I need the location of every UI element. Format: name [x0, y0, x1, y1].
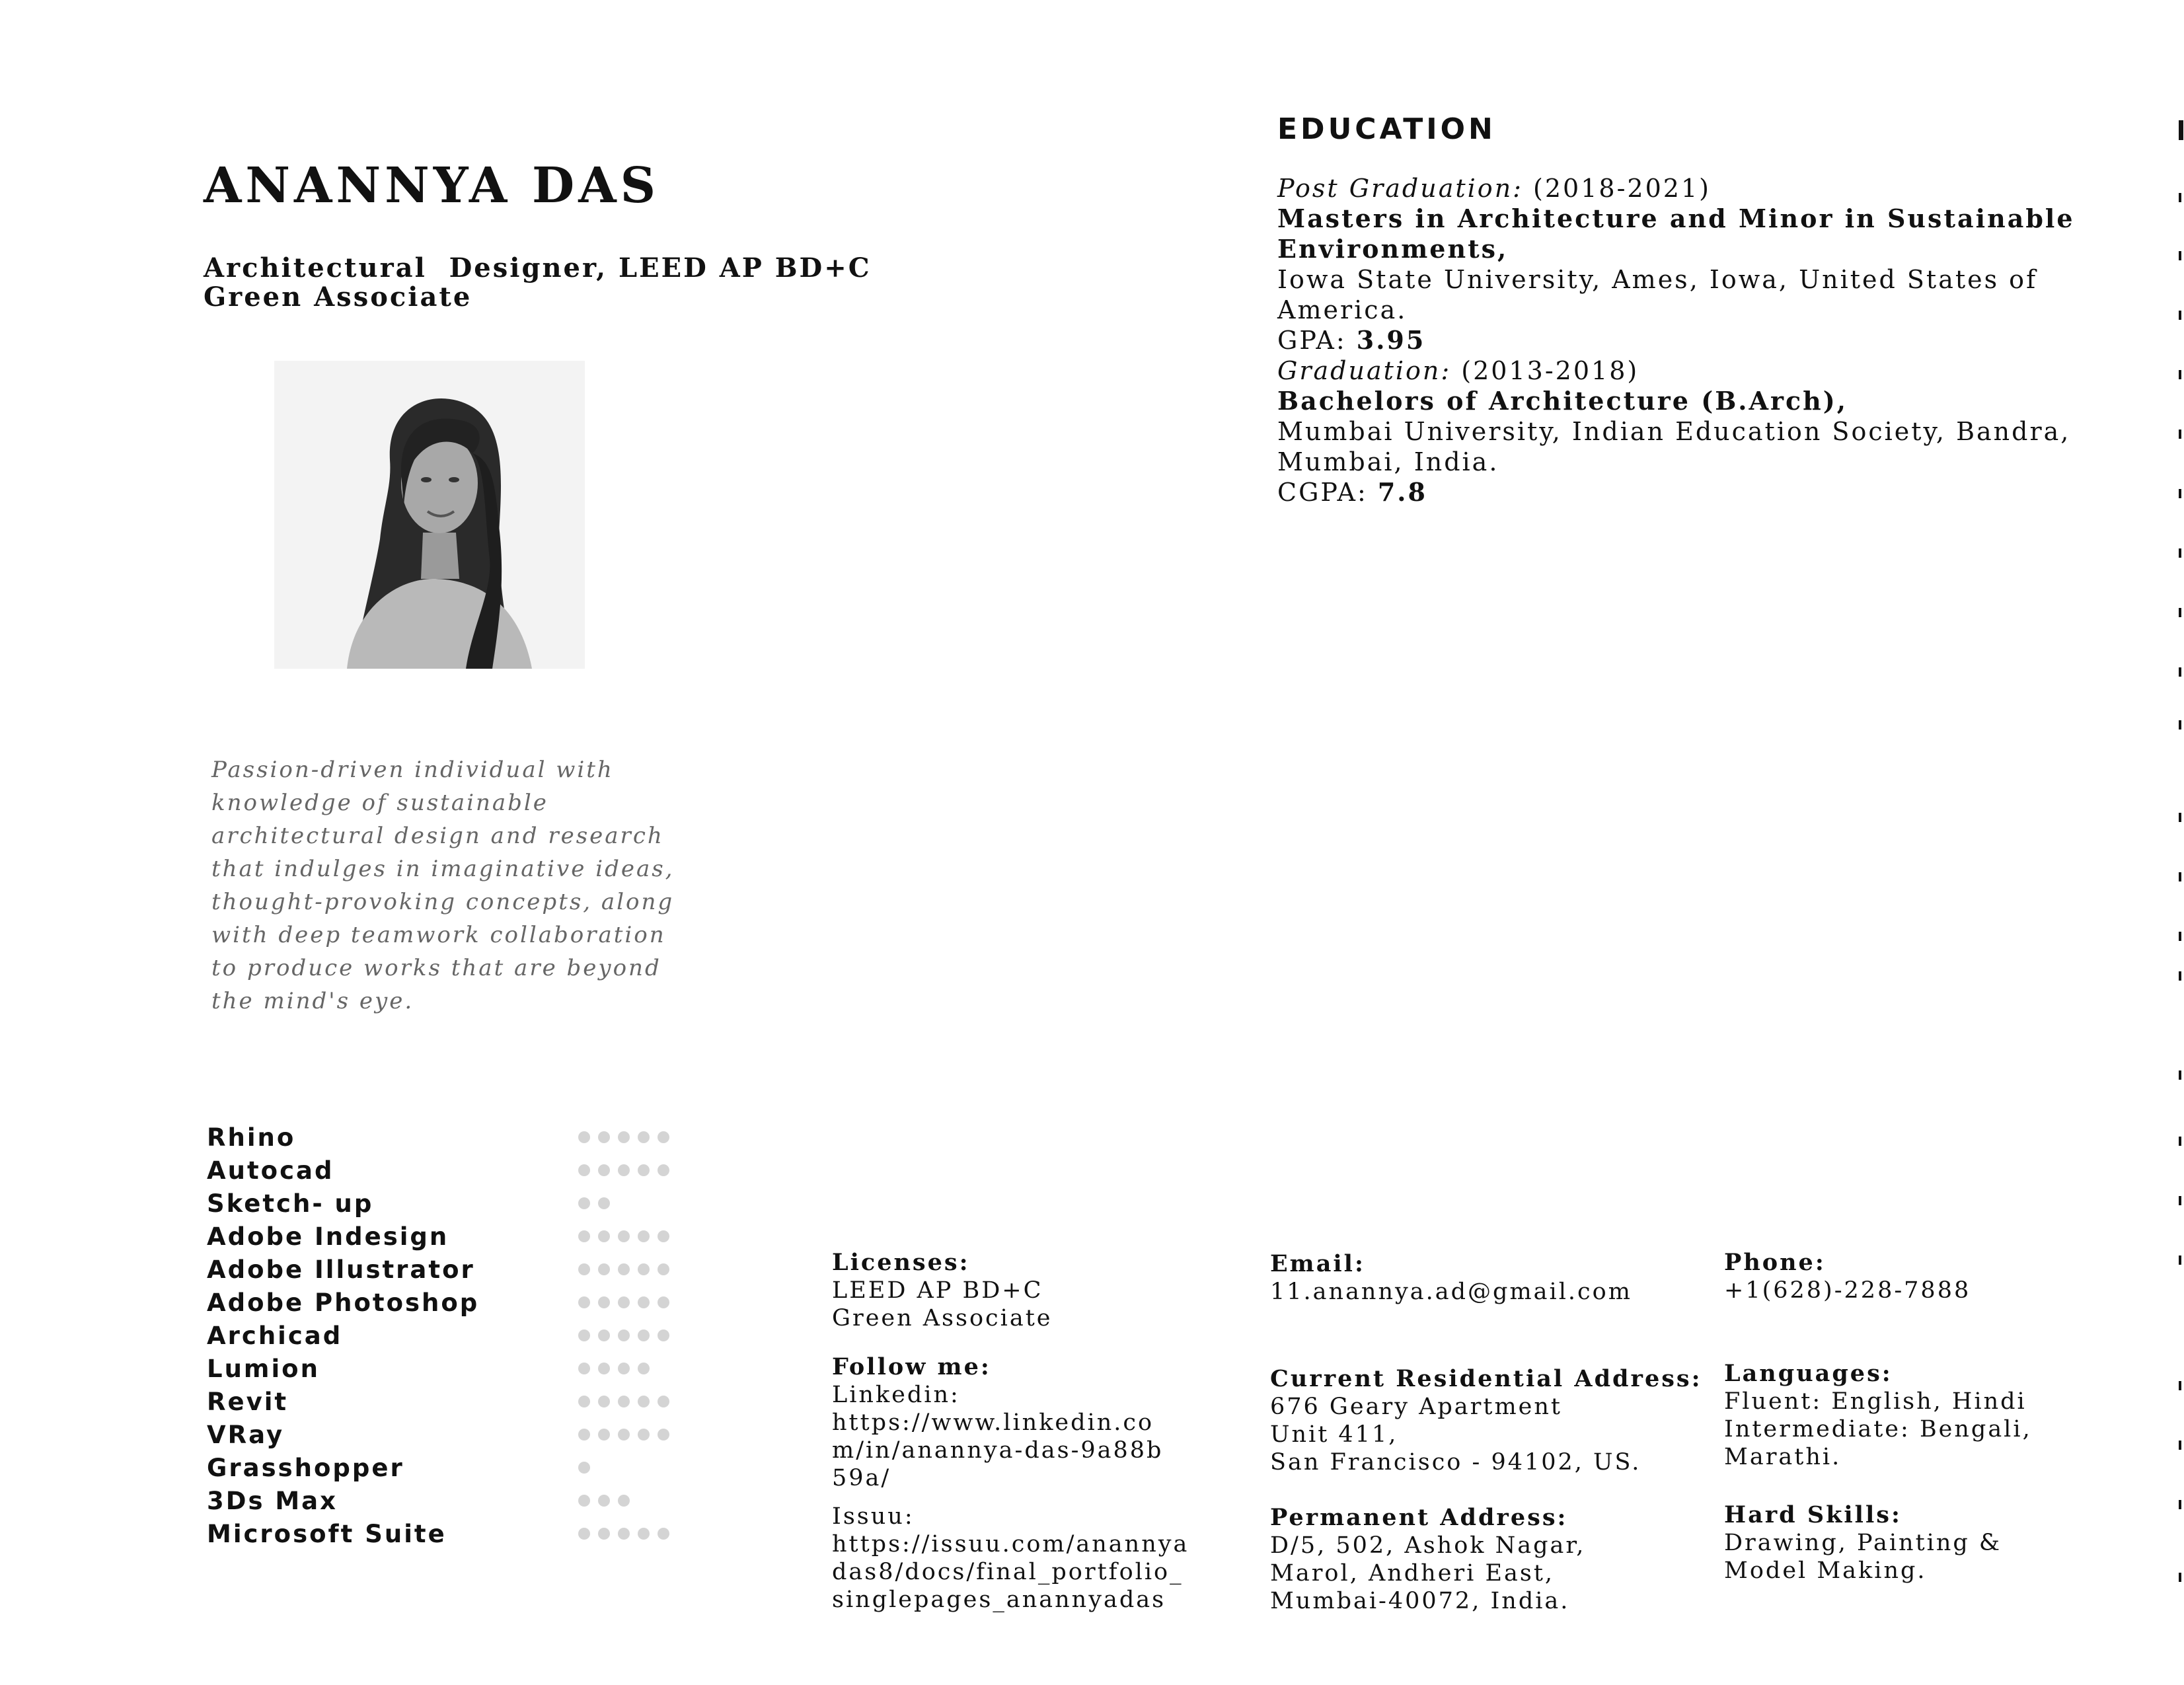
rating-dot	[578, 1429, 590, 1441]
skill-rating	[578, 1197, 618, 1212]
rating-dot	[638, 1230, 650, 1242]
skill-name: Rhino	[207, 1123, 296, 1152]
rating-dot	[598, 1429, 610, 1441]
rating-dot	[638, 1263, 650, 1275]
graduation-label: Graduation:	[1277, 356, 1452, 385]
linkedin-link[interactable]	[832, 1409, 1189, 1492]
cropped-edge-text	[2178, 0, 2184, 1685]
edge-glyph	[2179, 1381, 2181, 1390]
current-address-heading: Current Residential Address:	[1270, 1365, 1702, 1392]
edge-glyph	[2179, 813, 2181, 822]
linkedin-label: Linkedin:	[832, 1382, 960, 1408]
skill-row	[207, 1386, 696, 1419]
permanent-address-line-2: Marol, Andheri East,	[1270, 1560, 1555, 1587]
portrait-photo	[274, 361, 585, 669]
grad-school-line-2: Mumbai, India.	[1277, 447, 1499, 476]
post-gpa-label: GPA:	[1277, 326, 1357, 355]
rating-dot	[658, 1263, 669, 1275]
skill-name: Adobe Photoshop	[207, 1289, 480, 1317]
rating-dot	[598, 1296, 610, 1308]
skill-row	[207, 1188, 696, 1221]
grad-cgpa-label: CGPA:	[1277, 478, 1378, 507]
rating-dot	[598, 1263, 610, 1275]
rating-dot	[598, 1131, 610, 1143]
skill-name: Lumion	[207, 1355, 320, 1383]
rating-dot	[598, 1528, 610, 1540]
skill-rating	[578, 1230, 677, 1245]
edge-glyph	[2179, 193, 2181, 202]
grad-cgpa	[1277, 477, 2084, 507]
rating-dot	[598, 1197, 610, 1209]
skill-name: VRay	[207, 1421, 285, 1449]
skill-row	[207, 1155, 696, 1188]
rating-dot	[578, 1197, 590, 1209]
rating-dot	[598, 1363, 610, 1374]
rating-dot	[618, 1528, 630, 1540]
edge-glyph	[2179, 311, 2181, 320]
grad-cgpa-value: 7.8	[1377, 477, 1427, 507]
skill-row	[207, 1485, 696, 1518]
skill-name: Grasshopper	[207, 1454, 404, 1482]
bio-paragraph: Passion-driven individual with knowledge of sustainable architectural design and research that indulges in imaginative ideas, thought-provoking concepts, along with deep teamwork collaboration to produce works that are beyond the mind's eye.	[211, 757, 675, 1014]
rating-dot	[598, 1396, 610, 1407]
rating-dot	[618, 1164, 630, 1176]
rating-dot	[658, 1429, 669, 1441]
rating-dot	[578, 1263, 590, 1275]
skill-row	[207, 1221, 696, 1254]
email-block	[1270, 1250, 1632, 1306]
skill-name: Revit	[207, 1388, 289, 1416]
hard-skills-line-2: Model Making.	[1724, 1557, 1927, 1584]
email-value[interactable]: 11.anannya.ad@gmail.com	[1270, 1279, 1632, 1305]
skills-list	[207, 1122, 696, 1552]
languages-line-3: Marathi.	[1724, 1444, 1842, 1470]
rating-dot	[658, 1528, 669, 1540]
follow-heading: Follow me:	[832, 1353, 991, 1380]
follow-block	[832, 1353, 1189, 1614]
rating-dot	[618, 1296, 630, 1308]
rating-dot	[658, 1131, 669, 1143]
email-heading: Email:	[1270, 1250, 1365, 1277]
issuu-url-line-2[interactable]: das8/docs/final_portfolio_	[832, 1559, 1184, 1585]
rating-dot	[618, 1329, 630, 1341]
skill-rating	[578, 1429, 677, 1443]
rating-dot	[578, 1363, 590, 1374]
skill-name: Sketch- up	[207, 1189, 374, 1218]
skill-row	[207, 1452, 696, 1485]
edge-glyph	[2179, 667, 2181, 677]
rating-dot	[638, 1131, 650, 1143]
post-graduation-years: (2018-2021)	[1523, 174, 1711, 203]
languages-heading: Languages:	[1724, 1360, 1893, 1387]
post-gpa-value: 3.95	[1356, 325, 1426, 355]
edge-glyph	[2179, 370, 2181, 379]
edge-glyph	[2179, 1573, 2181, 1582]
edge-glyph	[2179, 1255, 2181, 1265]
rating-dot	[638, 1528, 650, 1540]
edge-glyph	[2179, 932, 2181, 941]
rating-dot	[578, 1495, 590, 1507]
license-line-2: Green Associate	[832, 1305, 1053, 1331]
rating-dot	[598, 1495, 610, 1507]
edge-glyph	[2179, 608, 2181, 617]
education-section	[1277, 173, 2084, 507]
skill-rating	[578, 1296, 677, 1311]
edge-glyph	[2179, 1070, 2181, 1080]
hard-skills-block	[1724, 1501, 2002, 1585]
rating-dot	[618, 1495, 630, 1507]
rating-dot	[578, 1164, 590, 1176]
rating-dot	[658, 1396, 669, 1407]
languages-line-2: Intermediate: Bengali,	[1724, 1416, 2032, 1442]
rating-dot	[658, 1164, 669, 1176]
skill-rating	[578, 1131, 677, 1146]
skill-row	[207, 1122, 696, 1155]
rating-dot	[638, 1296, 650, 1308]
skill-name: Adobe Indesign	[207, 1222, 449, 1251]
licenses-heading: Licenses:	[832, 1249, 970, 1276]
post-school-line-1: Iowa State University, Ames, Iowa, United States of	[1277, 265, 2038, 294]
hard-skills-heading: Hard Skills:	[1724, 1501, 1902, 1528]
languages-block	[1724, 1360, 2032, 1471]
education-heading: EDUCATION	[1277, 112, 1496, 146]
rating-dot	[598, 1230, 610, 1242]
skill-row	[207, 1353, 696, 1386]
post-degree-line-1: Masters in Architecture and Minor in Sustainable	[1277, 204, 2075, 233]
skill-row	[207, 1254, 696, 1287]
skill-rating	[578, 1528, 677, 1542]
issuu-label: Issuu:	[832, 1503, 915, 1530]
edge-glyph	[2179, 120, 2183, 140]
edge-glyph	[2179, 430, 2181, 439]
edge-glyph	[2179, 1500, 2181, 1509]
skill-name: Adobe Illustrator	[207, 1255, 475, 1284]
license-line-1: LEED AP BD+C	[832, 1277, 1043, 1304]
permanent-address-line-1: D/5, 502, Ashok Nagar,	[1270, 1532, 1586, 1559]
rating-dot	[598, 1329, 610, 1341]
resume-name: ANANNYA DAS	[204, 157, 660, 214]
post-gpa	[1277, 325, 2084, 356]
graduation-line	[1277, 356, 2084, 386]
permanent-address-block	[1270, 1504, 1585, 1615]
edge-glyph	[2179, 1441, 2181, 1450]
current-address-line-2: Unit 411,	[1270, 1421, 1398, 1448]
rating-dot	[618, 1396, 630, 1407]
skill-rating	[578, 1495, 638, 1509]
skill-row	[207, 1320, 696, 1353]
grad-school-line-1: Mumbai University, Indian Education Society, Bandra,	[1277, 417, 2071, 446]
skill-rating	[578, 1363, 658, 1377]
rating-dot	[658, 1329, 669, 1341]
rating-dot	[658, 1230, 669, 1242]
edge-glyph	[2179, 720, 2181, 730]
issuu-url-line-1[interactable]: https://issuu.com/anannya	[832, 1531, 1189, 1557]
rating-dot	[578, 1296, 590, 1308]
skill-rating	[578, 1329, 677, 1344]
job-title-line-1: Architectural Designer, LEED AP BD+C	[204, 252, 872, 283]
skill-row	[207, 1287, 696, 1320]
rating-dot	[638, 1429, 650, 1441]
skill-rating	[578, 1263, 677, 1278]
job-title	[204, 254, 872, 312]
skill-name: Archicad	[207, 1322, 343, 1350]
linkedin-url-line-1[interactable]: https://www.linkedin.co	[832, 1409, 1154, 1436]
rating-dot	[618, 1363, 630, 1374]
rating-dot	[578, 1528, 590, 1540]
hard-skills-line-1: Drawing, Painting &	[1724, 1530, 2002, 1556]
skill-rating	[578, 1462, 598, 1476]
phone-value[interactable]: +1(628)-228-7888	[1724, 1277, 1971, 1304]
skill-row	[207, 1419, 696, 1452]
skill-rating	[578, 1164, 677, 1179]
rating-dot	[638, 1396, 650, 1407]
phone-block	[1724, 1249, 1971, 1304]
rating-dot	[578, 1396, 590, 1407]
edge-glyph	[2179, 489, 2181, 498]
post-school-line-2: America.	[1277, 295, 1408, 324]
edge-glyph	[2179, 548, 2181, 558]
edge-glyph	[2179, 872, 2181, 881]
rating-dot	[618, 1429, 630, 1441]
skill-rating	[578, 1396, 677, 1410]
languages-line-1: Fluent: English, Hindi	[1724, 1388, 2027, 1415]
current-address-line-3: San Francisco - 94102, US.	[1270, 1449, 1641, 1476]
rating-dot	[618, 1131, 630, 1143]
portrait-photo-icon	[274, 361, 585, 669]
graduation-years: (2013-2018)	[1451, 356, 1639, 385]
job-title-line-2: Green Associate	[204, 281, 472, 313]
rating-dot	[578, 1131, 590, 1143]
post-degree-line-2: Environments,	[1277, 234, 1509, 264]
issuu-link[interactable]	[832, 1530, 1189, 1614]
edge-glyph	[2179, 971, 2181, 981]
permanent-address-heading: Permanent Address:	[1270, 1504, 1568, 1531]
edge-glyph	[2179, 1137, 2181, 1146]
current-address-line-1: 676 Geary Apartment	[1270, 1394, 1562, 1420]
skill-name: 3Ds Max	[207, 1487, 338, 1515]
post-graduation-label: Post Graduation:	[1277, 174, 1523, 203]
rating-dot	[618, 1230, 630, 1242]
post-graduation-line	[1277, 173, 2084, 204]
rating-dot	[638, 1363, 650, 1374]
licenses-block	[832, 1249, 1053, 1332]
rating-dot	[618, 1263, 630, 1275]
skill-name: Autocad	[207, 1156, 334, 1185]
rating-dot	[578, 1230, 590, 1242]
rating-dot	[658, 1296, 669, 1308]
skill-name: Microsoft Suite	[207, 1520, 447, 1548]
edge-glyph	[2179, 1196, 2181, 1205]
linkedin-url-line-2[interactable]: m/in/anannya-das-9a88b	[832, 1437, 1164, 1464]
edge-glyph	[2179, 251, 2181, 260]
rating-dot	[598, 1164, 610, 1176]
skill-row	[207, 1518, 696, 1552]
rating-dot	[578, 1329, 590, 1341]
rating-dot	[638, 1329, 650, 1341]
issuu-url-line-3[interactable]: singlepages_anannyadas	[832, 1587, 1166, 1613]
grad-degree: Bachelors of Architecture (B.Arch),	[1277, 386, 1848, 416]
permanent-address-line-3: Mumbai-40072, India.	[1270, 1588, 1570, 1614]
phone-heading: Phone:	[1724, 1249, 1826, 1276]
rating-dot	[638, 1164, 650, 1176]
linkedin-url-line-3[interactable]: 59a/	[832, 1465, 891, 1491]
rating-dot	[578, 1462, 590, 1474]
current-address-block	[1270, 1365, 1702, 1476]
